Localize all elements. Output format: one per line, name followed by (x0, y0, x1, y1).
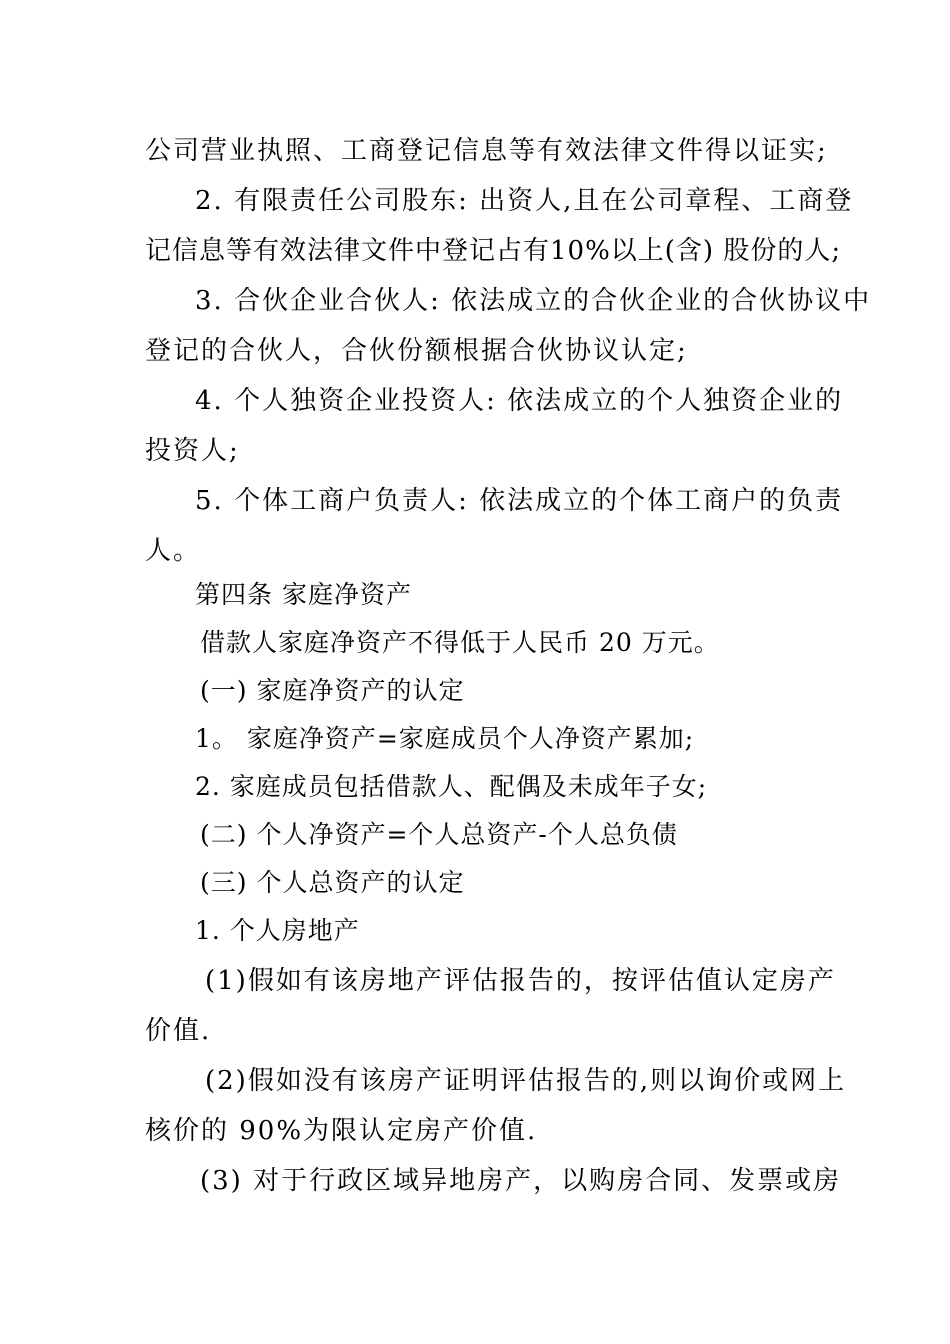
text-line-17: 1. 个人房地产 (195, 916, 360, 945)
text-line-20: (2)假如没有该房产证明评估报告的,则以询价或网上 (205, 1066, 847, 1096)
text-line-11: 借款人家庭净资产不得低于人民币 20 万元。 (200, 628, 720, 657)
text-line-14: 2. 家庭成员包括借款人、配偶及未成年子女; (195, 772, 708, 801)
text-line-5: 登记的合伙人，合伙份额根据合伙协议认定; (145, 336, 688, 366)
text-line-1: 公司营业执照、工商登记信息等有效法律文件得以证实; (145, 136, 828, 166)
text-line-4: 3. 合伙企业合伙人: 依法成立的合伙企业的合伙协议中 (195, 286, 872, 316)
text-line-15: (二) 个人净资产=个人总资产-个人总负债 (200, 820, 678, 849)
text-line-3: 记信息等有效法律文件中登记占有10%以上(含) 股份的人; (145, 236, 842, 266)
text-line-16: (三) 个人总资产的认定 (200, 868, 465, 897)
text-line-19: 价值. (145, 1016, 212, 1046)
section-heading: 第四条 家庭净资产 (195, 580, 412, 609)
text-line-2: 2. 有限责任公司股东: 出资人,且在公司章程、工商登 (195, 186, 854, 216)
text-line-22: (3) 对于行政区域异地房产，以购房合同、发票或房 (200, 1166, 842, 1196)
text-line-18: (1)假如有该房地产评估报告的，按评估值认定房产 (205, 966, 836, 996)
text-line-8: 5. 个体工商户负责人: 依法成立的个体工商户的负责 (195, 486, 844, 516)
text-line-6: 4. 个人独资企业投资人: 依法成立的个人独资企业的 (195, 386, 844, 416)
text-line-21: 核价的 90%为限认定房产价值. (145, 1116, 538, 1146)
text-line-7: 投资人; (145, 436, 240, 466)
text-line-9: 人。 (145, 536, 202, 566)
text-line-13: 1。 家庭净资产=家庭成员个人净资产累加; (195, 724, 695, 753)
text-line-12: (一) 家庭净资产的认定 (200, 676, 465, 705)
